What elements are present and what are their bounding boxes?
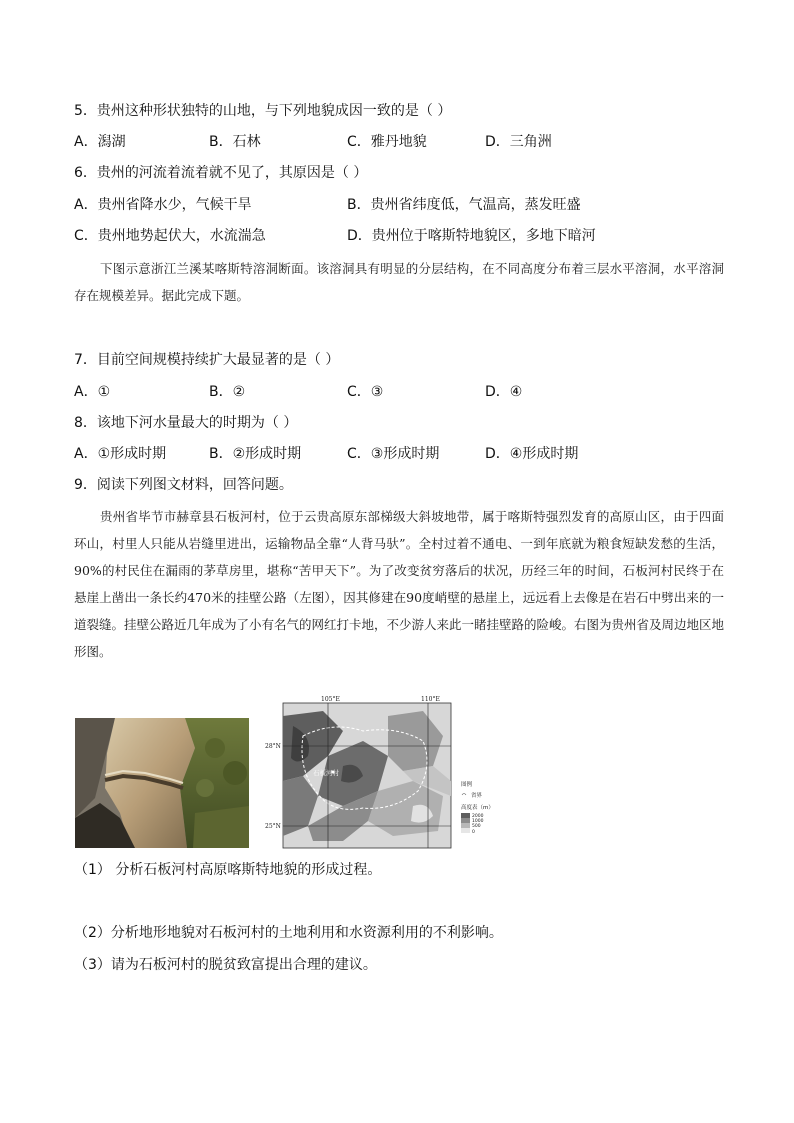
- q9-sub-question-2: （2）分析地形地貌对石板河村的土地利用和水资源利用的不利影响。: [74, 925, 503, 941]
- q6-option-b[interactable]: B．贵州省纬度低，气温高，蒸发旺盛: [347, 197, 581, 213]
- q8-options: [74, 444, 734, 464]
- q5-options: [74, 132, 734, 152]
- q5-stem: 5．贵州这种形状独特的山地，与下列地貌成因一致的是（ ）: [74, 103, 452, 119]
- legend-swatch-0: [461, 828, 470, 833]
- q9-stem: 9．阅读下列图文材料，回答问题。: [74, 477, 293, 493]
- q6-options-row1: [74, 195, 734, 215]
- q8-option-b[interactable]: B．②形成时期: [209, 446, 302, 462]
- legend-elevation-title: 高度表（m）: [461, 805, 494, 811]
- q7-option-d[interactable]: D．④: [485, 384, 523, 400]
- map-lat-label-28: 28°N: [265, 743, 281, 750]
- q5-option-a[interactable]: A．潟湖: [74, 134, 126, 150]
- q8-option-d[interactable]: D．④形成时期: [485, 446, 579, 462]
- cave-intro-text: 下图示意浙江兰溪某喀斯特溶洞断面。该溶洞具有明显的分层结构，在不同高度分布着三层水平溶洞，水平溶洞存在规模差异。据此完成下题。: [74, 261, 724, 303]
- legend-title: 图例: [461, 782, 473, 788]
- map-lon-label-105: 105°E: [321, 696, 340, 703]
- map-lat-label-25: 25°N: [265, 823, 281, 830]
- legend-swatch-2000: [461, 813, 470, 818]
- legend-elev-2000: 2000: [472, 814, 484, 819]
- q8-stem: 8．该地下河水量最大的时期为（ ）: [74, 415, 298, 431]
- legend-boundary-label: 省界: [471, 793, 483, 799]
- q7-options: [74, 382, 734, 402]
- q7-option-c[interactable]: C．③: [347, 384, 384, 400]
- guizhou-topographic-map: [265, 696, 508, 848]
- q6-stem: 6．贵州的河流着流着就不见了，其原因是（ ）: [74, 165, 368, 181]
- q5-option-d[interactable]: D．三角洲: [485, 134, 552, 150]
- legend-elev-0: 0: [472, 830, 475, 835]
- q7-option-a[interactable]: A．①: [74, 384, 111, 400]
- q9-sub-question-3: （3）请为石板河村的脱贫致富提出合理的建议。: [74, 957, 377, 973]
- q7-option-b[interactable]: B．②: [209, 384, 246, 400]
- legend-elev-1000: 1000: [472, 819, 484, 824]
- map-lon-label-110: 110°E: [421, 696, 440, 703]
- legend-elev-500: 500: [472, 824, 481, 829]
- legend-swatch-500: [461, 823, 470, 828]
- q8-option-a[interactable]: A．①形成时期: [74, 446, 167, 462]
- legend-swatch-1000: [461, 818, 470, 823]
- q6-options-row2: [74, 226, 734, 246]
- q6-option-a[interactable]: A．贵州省降水少，气候干旱: [74, 197, 252, 213]
- q6-option-d[interactable]: D．贵州位于喀斯特地貌区，多地下暗河: [347, 228, 596, 244]
- map-village-label: 石板河村: [313, 769, 339, 777]
- q7-stem: 7．目前空间规模持续扩大最显著的是（ ）: [74, 352, 340, 368]
- cliff-road-photo: [75, 718, 249, 848]
- q9-sub-question-1: （1） 分析石板河村高原喀斯特地貌的形成过程。: [74, 862, 382, 878]
- q5-option-b[interactable]: B．石林: [209, 134, 261, 150]
- q8-option-c[interactable]: C．③形成时期: [347, 446, 440, 462]
- q6-option-c[interactable]: C．贵州地势起伏大，水流湍急: [74, 228, 266, 244]
- q5-option-c[interactable]: C．雅丹地貌: [347, 134, 427, 150]
- q9-material-text: 贵州省毕节市赫章县石板河村，位于云贵高原东部梯级大斜坡地带，属于喀斯特强烈发育的高原山区，由于四面环山，村里人只能从岩缝里进出，运输物品全靠“人背马驮”。全村过着不通电、一到年底就为粮食短缺发愁的生活，90%的村民住在漏雨的茅草房里，堪称“苦甲天下”。为了改变贫穷落后的状况，历经三年的时间，石板河村民终于在悬崖上凿出一条长约470米的挂壁公路（左图），因其修建在90度峭壁的悬崖上，远远看上去像是在岩石中劈出来的一道裂缝。挂壁公路近几年成为了小有名气的网红打卡地，不少游人来此一睹挂壁路的险峻。右图为贵州省及周边地区地形图。: [74, 509, 725, 659]
- legend-boundary-icon: [462, 794, 466, 796]
